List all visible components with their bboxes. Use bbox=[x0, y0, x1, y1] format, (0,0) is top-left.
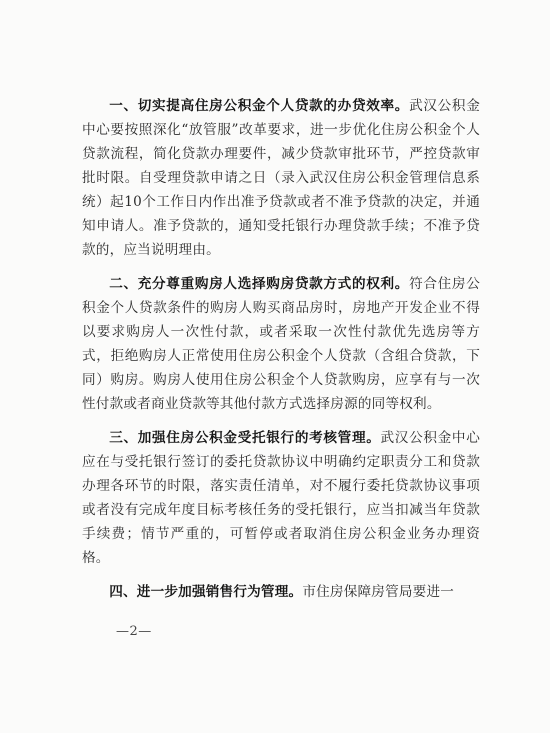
paragraph-4-heading: 四、进一步加强销售行为管理。 bbox=[109, 584, 303, 600]
paragraph-2 bbox=[82, 272, 480, 416]
paragraph-1-heading: 一、切实提高住房公积金个人贷款的办贷效率。 bbox=[109, 98, 410, 114]
paragraph-4-text: 市住房保障房管局要进一 bbox=[302, 584, 455, 600]
paragraph-4 bbox=[82, 580, 480, 604]
paragraph-3 bbox=[82, 426, 480, 570]
paragraph-1 bbox=[82, 94, 480, 262]
paragraph-3-text: 武汉公积金中心应在与受托银行签订的委托贷款协议中明确约定职责分工和贷款办理各环节的时限，落实责任清单，对不履行委托贷款协议事项或者没有完成年度目标考核任务的受托银行，应当扣减当年贷款手续费；情节严重的，可暂停或者取消住房公积金业务办理资格。 bbox=[82, 430, 480, 566]
paragraph-2-text: 符合住房公积金个人贷款条件的购房人购买商品房时，房地产开发企业不得以要求购房人一次性付款，或者采取一次性付款优先选房等方式，拒绝购房人正常使用住房公积金个人贷款（含组合贷款，下同）购房。购房人使用住房公积金个人贷款购房，应享有与一次性付款或者商业贷款等其他付款方式选择房源的同等权利。 bbox=[82, 276, 481, 412]
paragraph-3-heading: 三、加强住房公积金受托银行的考核管理。 bbox=[109, 430, 381, 446]
page-number: —2— bbox=[116, 624, 152, 639]
paragraph-1-text: 武汉公积金中心要按照深化“放管服”改革要求，进一步优化住房公积金个人贷款流程，简化贷款办理要件，减少贷款审批环节，严控贷款审批时限。自受理贷款申请之日（录入武汉住房公积金管理信息系统）起10个工作日内作出准予贷款或者不准予贷款的决定，并通知申请人。准予贷款的，通知受托银行办理贷款手续；不准予贷款的，应当说明理由。 bbox=[82, 98, 481, 258]
document-body bbox=[82, 94, 480, 614]
paragraph-2-heading: 二、充分尊重购房人选择购房贷款方式的权利。 bbox=[109, 276, 410, 292]
